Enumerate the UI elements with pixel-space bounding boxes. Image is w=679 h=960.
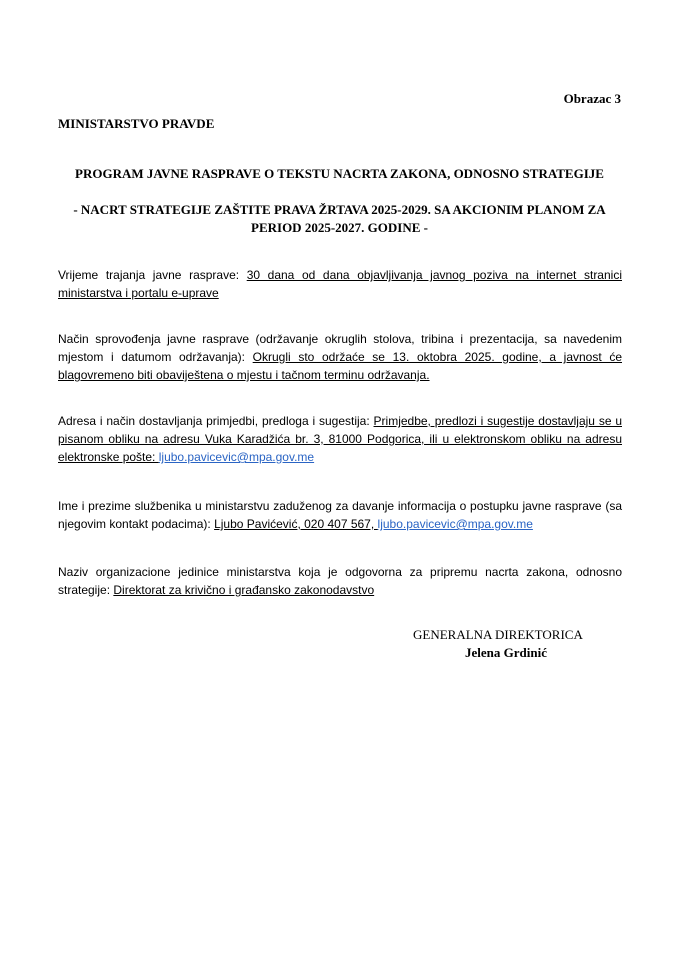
strategy-title: [58, 201, 621, 237]
signature-name: Jelena Grdinić: [465, 645, 547, 660]
method-value: Okrugli sto održaće se 13. oktobra 2025. godine, a javnost će blagovremeno biti obaviještena o mjestu i tačnom terminu održavanja.: [58, 350, 622, 382]
contact-section: [58, 497, 622, 533]
duration-value: 30 dana od dana objavljivanja javnog poziva na internet stranici ministarstva i portalu e-uprave: [58, 268, 622, 300]
address-label: Adresa i način dostavljanja primjedbi, predloga i sugestija:: [58, 414, 374, 428]
unit-label: Naziv organizacione jedinice ministarstva koja je odgovorna za pripremu nacrta zakona, odnosno strategije:: [58, 565, 622, 597]
strategy-title-line1: - NACRT STRATEGIJE ZAŠTITE PRAVA ŽRTAVA 2025-2029. SA AKCIONIM PLANOM ZA: [73, 202, 606, 217]
method-section: [58, 330, 622, 384]
address-value: Primjedbe, predlozi i sugestije dostavljaju se u pisanom obliku na adresu Vuka Karadžića br. 3, 81000 Podgorica, ili u elektronskom obliku na adresu elektronske pošte:: [58, 414, 622, 464]
signature-title: GENERALNA DIREKTORICA: [413, 627, 583, 642]
duration-section: [58, 266, 622, 302]
program-title: PROGRAM JAVNE RASPRAVE O TEKSTU NACRTA ZAKONA, ODNOSNO STRATEGIJE: [75, 166, 604, 181]
form-number: Obrazac 3: [563, 91, 621, 106]
unit-section: [58, 563, 622, 599]
contact-value: Ljubo Pavićević, 020 407 567,: [214, 517, 378, 531]
duration-label: Vrijeme trajanja javne rasprave:: [58, 268, 247, 282]
contact-label: Ime i prezime službenika u ministarstvu zaduženog za davanje informacija o postupku javne rasprave (sa njegovim kontakt podacima):: [58, 499, 622, 531]
unit-value: Direktorat za krivično i građansko zakonodavstvo: [113, 583, 375, 597]
strategy-title-line2: PERIOD 2025-2027. GODINE -: [251, 220, 428, 235]
address-section: [58, 412, 622, 466]
method-label: Način sprovođenja javne rasprave (održavanje okruglih stolova, tribina i prezentacija, sa navedenim mjestom i datumom održavanja):: [58, 332, 622, 364]
address-email-link[interactable]: ljubo.pavicevic@mpa.gov.me: [158, 450, 315, 464]
ministry-name: MINISTARSTVO PRAVDE: [58, 116, 215, 131]
contact-email-link[interactable]: ljubo.pavicevic@mpa.gov.me: [377, 517, 533, 531]
